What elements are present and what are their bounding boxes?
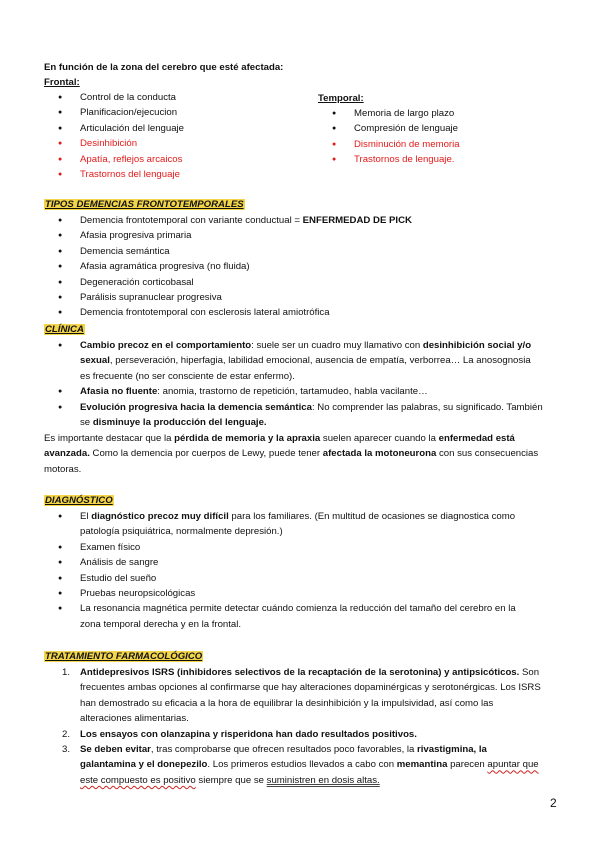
list-item: ● Demencia frontotemporal con esclerosis lateral amiotrófica [56,305,566,320]
section-heading-tipos [44,197,245,212]
heading-text: CLÍNICA [45,324,84,335]
temporal-list [330,106,570,168]
list-item: ● Memoria de largo plazo [330,106,570,121]
item-number: 1. [62,667,71,678]
heading-text: TRATAMIENTO FARMACOLÓGICO [45,651,203,662]
list-item: ● Demencia semántica [56,244,566,259]
list-item: ● Evolución progresiva hacia la demencia semántica: No comprender las palabras, su significado. También se disminuye la producción del lenguaje. [56,400,568,431]
item-bold-text: ENFERMEDAD DE PICK [302,215,412,226]
list-item: ● Examen físico [56,540,568,555]
list-item: ● Afasia no fluente: anomia, trastorno de repetición, tartamudeo, habla vacilante… [56,384,568,399]
intro-text: En función de la zona del cerebro que esté afectada: [44,62,284,73]
tratamiento-list [44,665,568,788]
list-item: ● Disminución de memoria [330,137,570,152]
list-item: ● Análisis de sangre [56,555,568,570]
list-item: ● Desinhibición [56,136,306,151]
item-number: 3. [62,744,71,756]
heading-text: DIAGNÓSTICO [45,495,113,506]
list-item: ● Degeneración corticobasal [56,275,566,290]
list-item: ● La resonancia magnética permite detectar cuándo comienza la reducción del tamaño del cerebro en la zona temporal derecha y en la frontal. [56,601,568,632]
list-item: ● Apatía, reflejos arcaicos [56,152,306,167]
clinica-paragraph: Es importante destacar que la pérdida de memoria y la apraxia suelen aparecer cuando la enfermedad está avanzada. Como la demencia por cuerpos de Lewy, puede tener afectada la motoneurona con sus consecuencias motoras. [44,433,539,475]
list-item: ● Trastornos del lenguaje [56,167,306,182]
heading-text: TIPOS DEMENCIAS FRONTOTEMPORALES [45,199,244,210]
section-heading-diagnostico [44,493,114,508]
diagnostico-list [56,509,568,632]
frontal-list [56,90,306,182]
list-item [56,213,566,228]
page-number: 2 [550,796,557,810]
list-item: ● Control de la conducta [56,90,306,105]
list-item: ● Articulación del lenguaje [56,121,306,136]
list-item: 1. Antidepresivos ISRS (inhibidores selectivos de la recaptación de la serotonina) y antipsicóticos. Son frecuentes ambas opciones al confirmarse que hay alteraciones dopaminérgicas y serotonérgicas. Los ISRS han demostrado su eficacia a la hora de equilibrar la desinhibición y la impulsividad, así como las alteraciones alimentarias. [62,667,541,725]
list-item: ● Pruebas neuropsicológicas [56,586,568,601]
list-item: ● El diagnóstico precoz muy difícil para los familiares. (En multitud de ocasiones se diagnostica como patología psiquiátrica, normalmente depresión.) [56,509,568,540]
list-item: ● Planificacion/ejecucion [56,105,306,120]
list-item: 3. Se deben evitar, tras comprobarse que ofrecen resultados poco favorables, la rivastigmina, la galantamina y el donepezilo. Los primeros estudios llevados a cabo con memantina parecen apuntar que este compuesto es positivo siempre que se suministren en dosis altas. [62,744,539,786]
item-text: Demencia frontotemporal con variante conductual = [80,215,303,226]
clinica-list [56,338,568,430]
list-item: ● Parálisis supranuclear progresiva [56,290,566,305]
section-heading-tratamiento [44,649,203,664]
temporal-title: Temporal: [318,93,364,104]
frontal-title: Frontal: [44,77,80,88]
tipos-list [56,213,566,321]
section-heading-clinica [44,322,85,337]
list-item: 2. Los ensayos con olanzapina y risperidona han dado resultados positivos. [44,727,568,742]
item-number: 2. [62,728,71,740]
list-item: ● Compresión de lenguaje [330,121,570,136]
list-item: ● Afasia agramática progresiva (no fluida) [56,259,566,274]
list-item: ● Cambio precoz en el comportamiento: suele ser un cuadro muy llamativo con desinhibición social y/o sexual, perseveración, hiperfagia, labilidad emocional, ausencia de empatía, verborrea… La anosognosia es frecuente (no ser consciente de estar enfermo). [56,338,568,384]
list-item: ● Estudio del sueño [56,571,568,586]
list-item: ● Afasia progresiva primaria [56,228,566,243]
list-item: ● Trastornos de lenguaje. [330,152,570,167]
